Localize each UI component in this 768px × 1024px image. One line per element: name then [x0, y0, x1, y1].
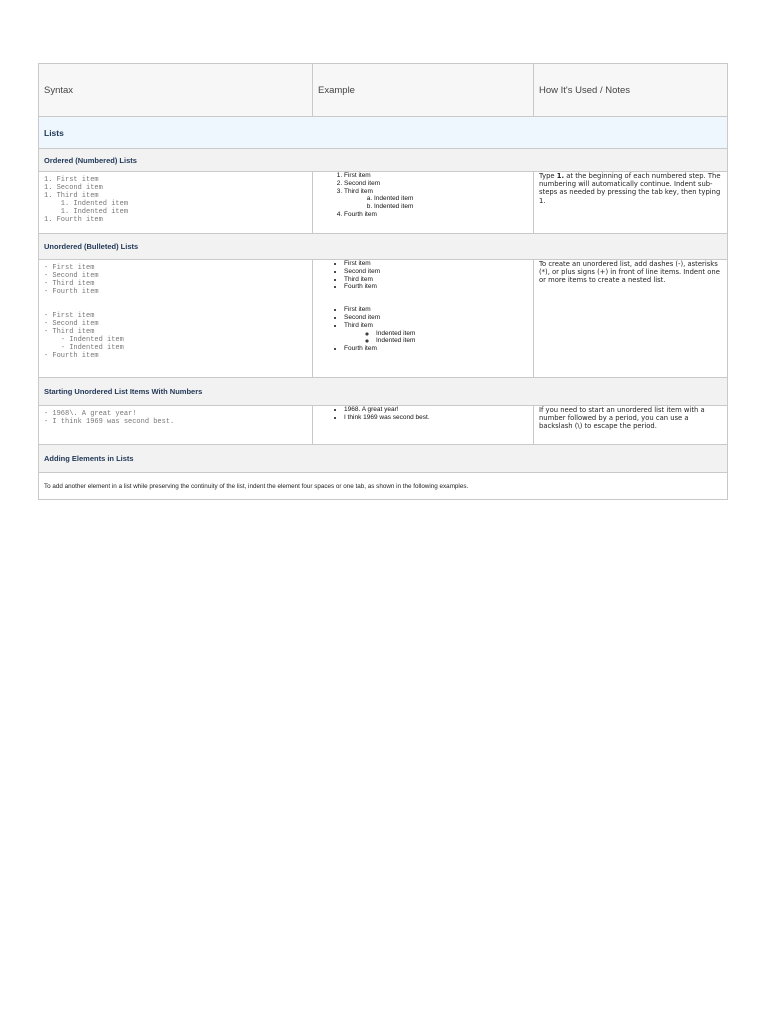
subsection-row-ordered: [39, 149, 728, 172]
unordered-list-1: [318, 260, 528, 291]
table-row-ordered: [39, 172, 728, 234]
subsection-row-numbers: [39, 378, 728, 406]
list-item: [344, 188, 528, 211]
header-syntax: Syntax: [39, 64, 313, 117]
list-item: ◦ Indented item: [376, 337, 528, 345]
subsection-title-numbers: Starting Unordered List Items With Numbers: [39, 378, 728, 406]
header-example: Example: [313, 64, 534, 117]
code-line: 1. Indented item: [44, 208, 129, 216]
table-row-numbers: [39, 406, 728, 445]
code-line: - Second item: [44, 272, 99, 280]
ordered-list: [318, 172, 528, 219]
code-line: - Third item: [44, 328, 95, 336]
list-item: ◦ Indented item: [376, 330, 528, 338]
unordered-list-2: [318, 306, 528, 353]
list-item: • Second item: [344, 314, 528, 322]
list-item: • First item: [344, 306, 528, 314]
list-item: • 1968. A great year!: [344, 406, 528, 414]
list-item-label: Third item: [344, 321, 373, 329]
list-item: a. Indented item: [374, 195, 528, 203]
table-row-unordered: [39, 260, 728, 378]
code-line: - I think 1969 was second best.: [44, 418, 175, 426]
list-item: [344, 322, 528, 345]
table-header-row: [39, 64, 728, 117]
list-item: 2. Second item: [344, 180, 528, 188]
syntax-cell-numbers: [39, 406, 313, 445]
list-item: • Fourth item: [344, 283, 528, 291]
unordered-list-numbers: [318, 406, 528, 422]
subsection-title-ordered: Ordered (Numbered) Lists: [39, 149, 728, 172]
code-line: 1. Indented item: [44, 200, 129, 208]
subsection-row-unordered: [39, 234, 728, 260]
list-item: • Second item: [344, 268, 528, 276]
syntax-cell-unordered: [39, 260, 313, 378]
nested-unordered-list: [344, 330, 528, 346]
nested-ordered-list: [344, 195, 528, 211]
header-notes: How It's Used / Notes: [534, 64, 728, 117]
notes-text: Type: [539, 172, 557, 180]
subsection-title-adding: Adding Elements in Lists: [39, 445, 728, 473]
notes-cell-ordered: [534, 172, 728, 234]
code-line: 1. First item: [44, 176, 99, 184]
code-line: 1. Third item: [44, 192, 99, 200]
example-cell-numbers: [313, 406, 534, 445]
syntax-code-ordered: [44, 172, 307, 224]
list-item: • Fourth item: [344, 345, 528, 353]
code-line: - Fourth item: [44, 352, 99, 360]
code-line: - Third item: [44, 280, 95, 288]
code-line: - Indented item: [44, 344, 124, 352]
notes-text: at the beginning of each numbered step. The numbering will automatically continue. Indent sub-steps as needed by pressing the tab key, then typing 1.: [539, 172, 721, 205]
list-item: • I think 1969 was second best.: [344, 414, 528, 422]
list-item: b. Indented item: [374, 203, 528, 211]
subsection-title-unordered: Unordered (Bulleted) Lists: [39, 234, 728, 260]
code-line: - First item: [44, 312, 95, 320]
code-line: 1. Second item: [44, 184, 103, 192]
section-row-lists: [39, 117, 728, 149]
list-item-label: Third item: [344, 187, 373, 195]
list-item: 1. First item: [344, 172, 528, 180]
code-line: - Indented item: [44, 336, 124, 344]
code-line: 1. Fourth item: [44, 216, 103, 224]
code-line: - Second item: [44, 320, 99, 328]
subsection-row-adding: [39, 445, 728, 473]
code-line: - 1968\. A great year!: [44, 410, 137, 418]
section-title: Lists: [39, 117, 728, 149]
example-cell-ordered: [313, 172, 534, 234]
notes-cell-numbers: If you need to start an unordered list item with a number followed by a period, you can use a backslash (\) to escape the period.: [534, 406, 728, 445]
syntax-code-unordered-1: [44, 260, 307, 296]
code-line: - Fourth item: [44, 288, 99, 296]
list-item: • First item: [344, 260, 528, 268]
adding-description: To add another element in a list while preserving the continuity of the list, indent the element four spaces or one tab, as shown in the following examples.: [39, 473, 728, 500]
notes-bold: 1.: [556, 172, 565, 180]
syntax-cell-ordered: [39, 172, 313, 234]
table-row-adding: [39, 473, 728, 500]
example-cell-unordered: [313, 260, 534, 378]
syntax-code-unordered-2: [44, 312, 307, 360]
notes-cell-unordered: To create an unordered list, add dashes (-), asterisks (*), or plus signs (+) in front of line items. Indent one or more items to create a nested list.: [534, 260, 728, 378]
list-item: 4. Fourth item: [344, 211, 528, 219]
list-item: • Third item: [344, 276, 528, 284]
syntax-code-numbers: [44, 406, 307, 426]
code-line: - First item: [44, 264, 95, 272]
markdown-lists-table: [38, 63, 728, 500]
